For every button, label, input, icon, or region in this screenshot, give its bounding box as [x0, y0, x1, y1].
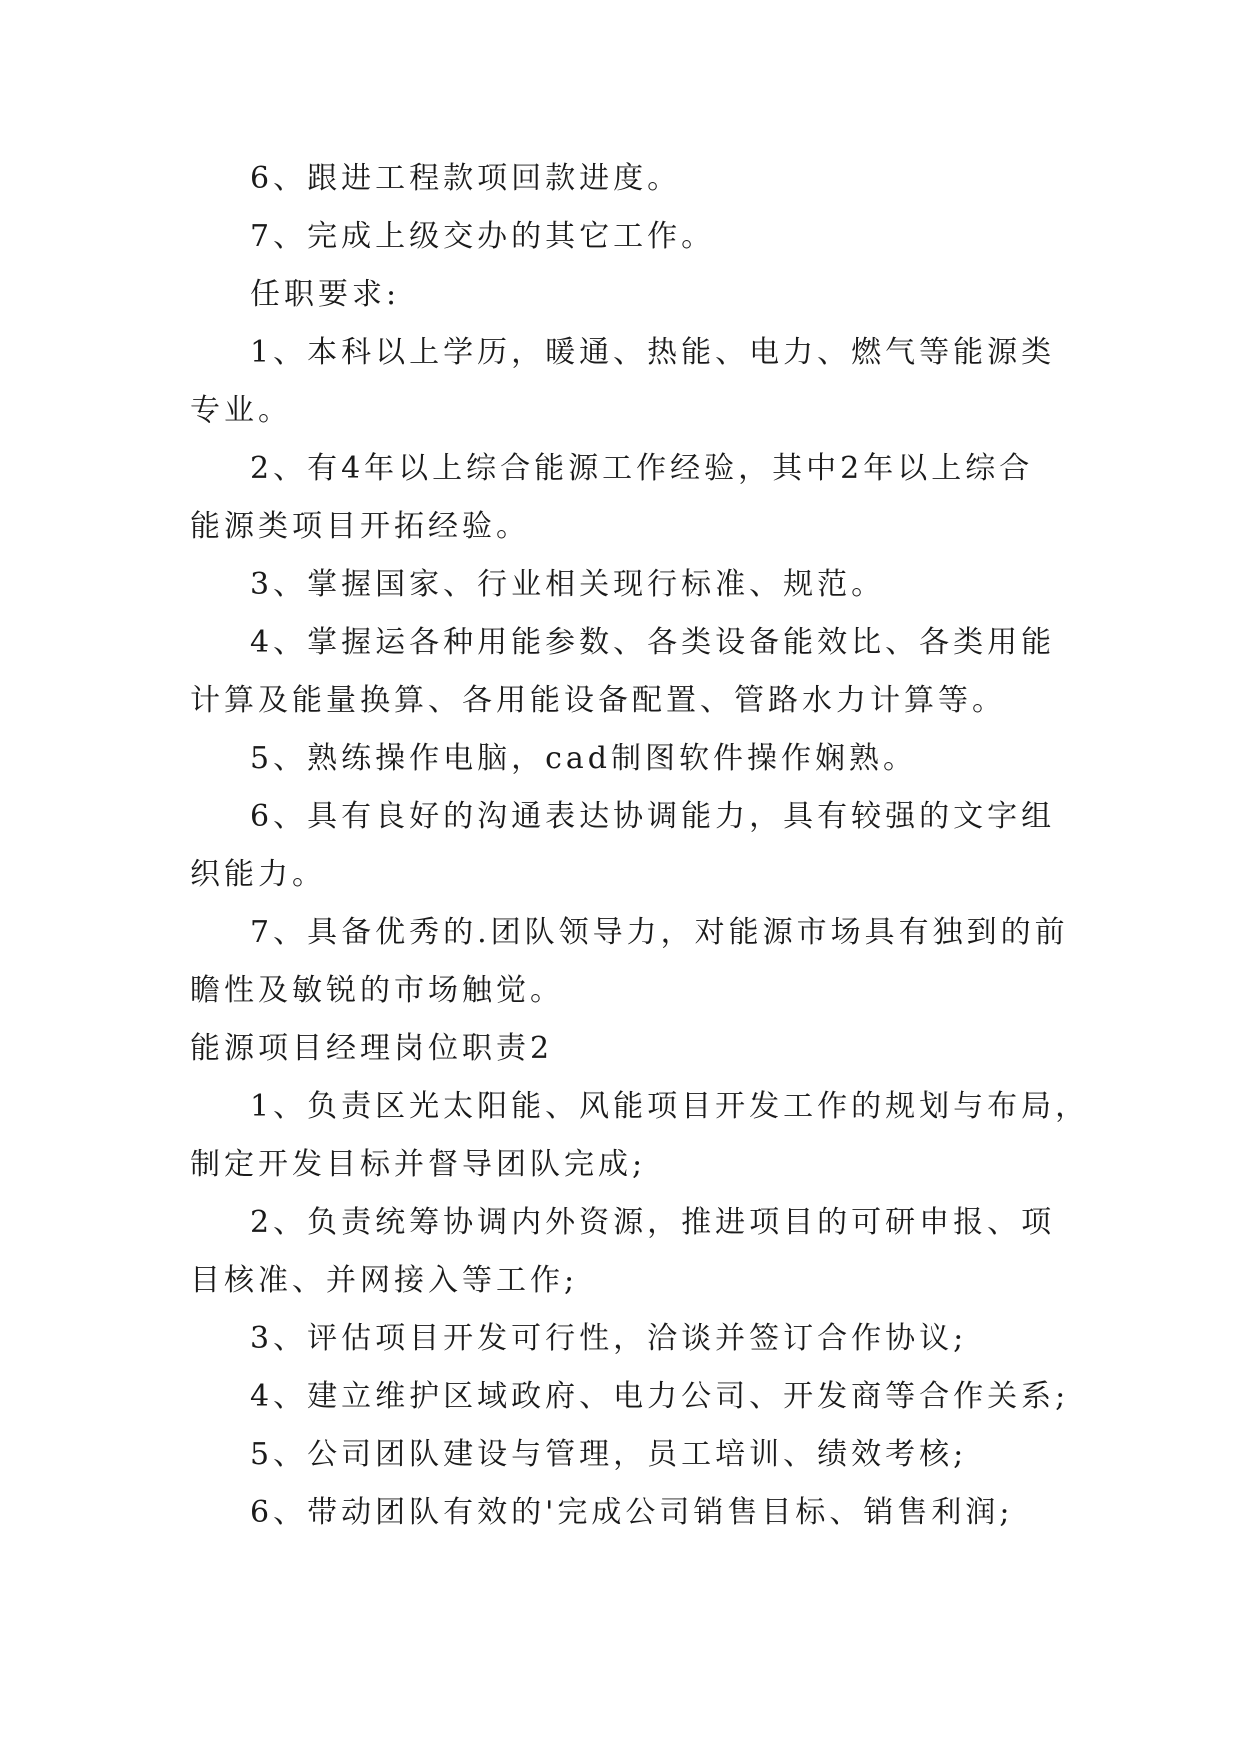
text-line: 3、评估项目开发可行性，洽谈并签订合作协议; — [250, 1321, 968, 1356]
text-line: 织能力。 — [190, 857, 326, 892]
section-title: 能源项目经理岗位职责2 — [190, 1031, 554, 1066]
text-line: 2、负责统筹协调内外资源，推进项目的可研申报、项 — [250, 1205, 1056, 1240]
text-line: 计算及能量换算、各用能设备配置、管路水力计算等。 — [190, 683, 1006, 718]
text-line: 6、具有良好的沟通表达协调能力，具有较强的文字组 — [250, 799, 1056, 834]
document-body — [190, 150, 1090, 1542]
text-line: 2、有4年以上综合能源工作经验，其中2年以上综合 — [250, 451, 1034, 486]
text-line: 能源类项目开拓经验。 — [190, 509, 530, 544]
text-line: 4、掌握运各种用能参数、各类设备能效比、各类用能 — [250, 625, 1056, 660]
text-line: 1、负责区光太阳能、风能项目开发工作的规划与布局， — [250, 1089, 1090, 1124]
text-line: 制定开发目标并督导团队完成; — [190, 1147, 647, 1182]
text-line: 7、完成上级交办的其它工作。 — [250, 219, 716, 254]
text-line: 3、掌握国家、行业相关现行标准、规范。 — [250, 567, 886, 602]
text-line: 6、跟进工程款项回款进度。 — [250, 161, 682, 196]
text-line: 5、熟练操作电脑，cad制图软件操作娴熟。 — [250, 741, 917, 776]
section-heading: 任职要求: — [250, 277, 401, 312]
text-line: 5、公司团队建设与管理，员工培训、绩效考核; — [250, 1437, 968, 1472]
text-line: 7、具备优秀的.团队领导力，对能源市场具有独到的前 — [250, 915, 1069, 950]
text-line: 目核准、并网接入等工作; — [190, 1263, 579, 1298]
text-line: 瞻性及敏锐的市场触觉。 — [190, 973, 564, 1008]
text-line: 专业。 — [190, 393, 292, 428]
text-line: 4、建立维护区域政府、电力公司、开发商等合作关系; — [250, 1379, 1070, 1414]
text-line: 1、本科以上学历，暖通、热能、电力、燃气等能源类 — [250, 335, 1056, 370]
text-line: 6、带动团队有效的'完成公司销售目标、销售利润; — [250, 1495, 1014, 1530]
